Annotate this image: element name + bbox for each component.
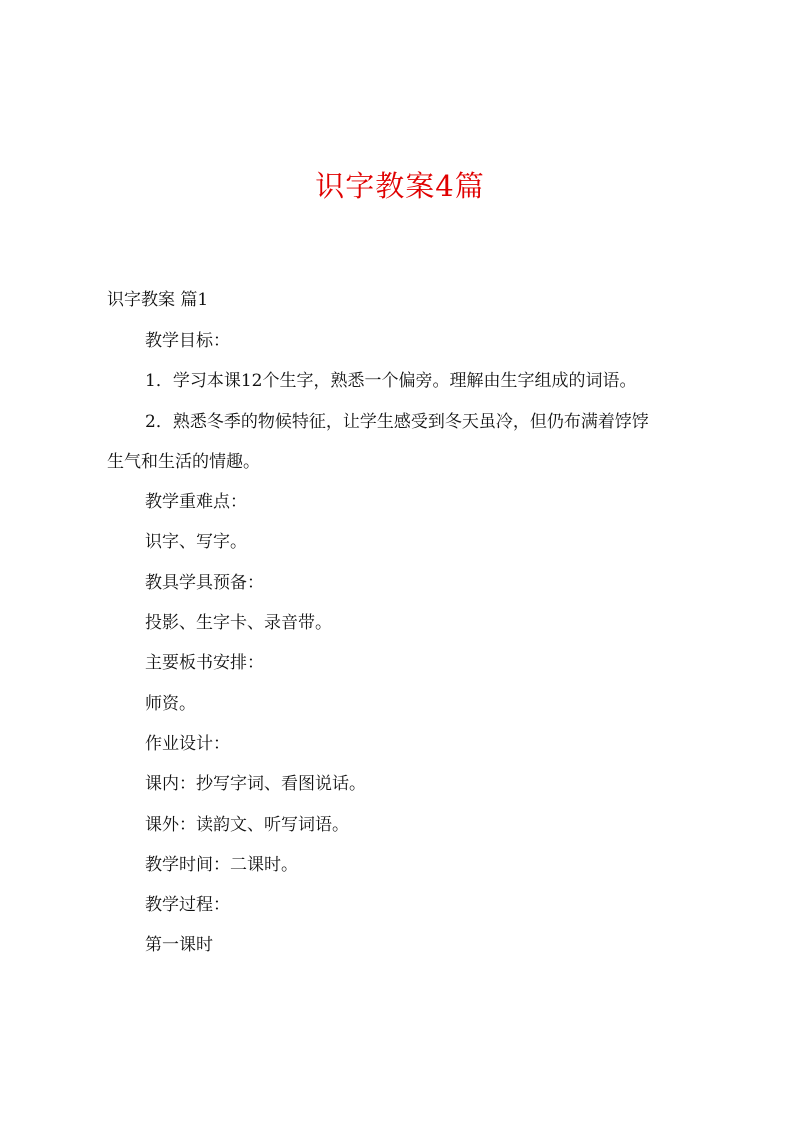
body-line: 第一课时 (145, 935, 213, 956)
body-line: 教学目标： (145, 331, 230, 351)
body-line: 教学重难点： (145, 492, 247, 513)
body-line: 识字、写字。 (145, 532, 247, 553)
body-line: 2．熟悉冬季的物候特征，让学生感受到冬天虽冷，但仍布满着饽饽 (145, 411, 649, 432)
body-line: 投影、生字卡、录音带。 (145, 613, 332, 634)
body-line: 1．学习本课12个生字，熟悉一个偏旁。理解由生字组成的词语。 (145, 371, 637, 392)
body-line: 生气和生活的情趣。 (107, 451, 260, 472)
body-line: 课外：读韵文、听写词语。 (145, 814, 349, 835)
document-title: 识字教案4篇 (315, 169, 485, 203)
body-line: 师资。 (145, 693, 196, 714)
body-line: 主要板书安排： (145, 653, 264, 674)
body-line: 课内：抄写字词、看图说话。 (145, 774, 366, 795)
body-line: 教学时间：二课时。 (145, 854, 298, 875)
body-line: 作业设计： (145, 733, 230, 754)
section-heading: 识字教案 篇1 (107, 290, 209, 310)
body-line: 教学过程： (145, 895, 230, 916)
body-text (107, 327, 707, 972)
body-line: 教具学具预备： (145, 572, 264, 593)
